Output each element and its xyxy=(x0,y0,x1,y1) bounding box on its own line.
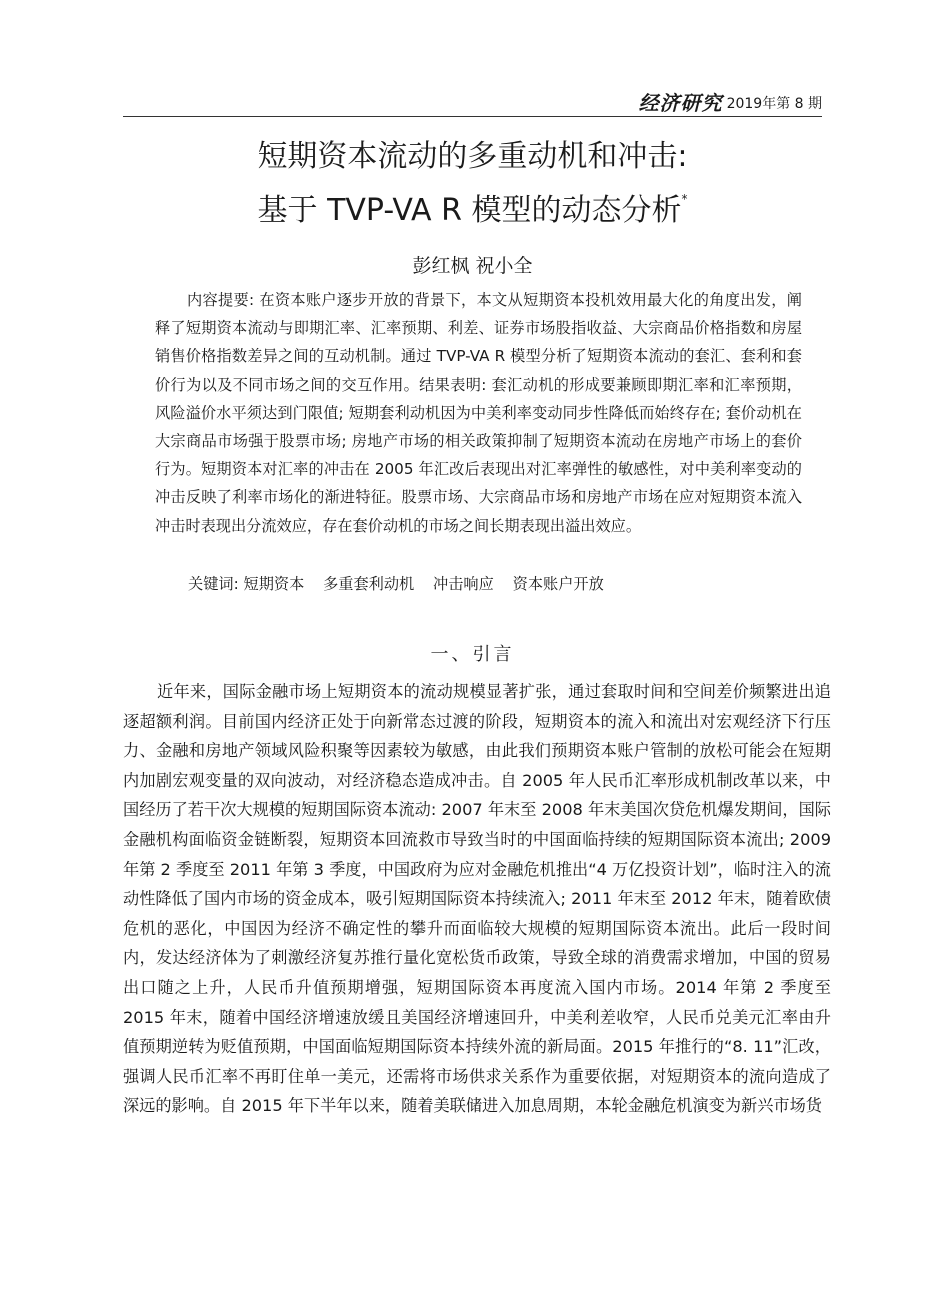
author-list: 彭红枫 祝小全 xyxy=(412,255,533,277)
introduction-paragraph: 近年来，国际金融市场上短期资本的流动规模显著扩张，通过套取时间和空间差价频繁进出追逐超额利润。目前国内经济正处于向新常态过渡的阶段，短期资本的流入和流出对宏观经济下行压力、金融和房地产领域风险积聚等因素较为敏感，由此我们预期资本账户管制的放松可能会在短期内加剧宏观变量的双向波动，对经济稳态造成冲击。自 2005 年人民币汇率形成机制改革以来，中国经历了若干次大规模的短期国际资本流动: 2007 年末至 2008 年末美国次贷危机爆发期间，国际金融机构面临资金链断裂，短期资本回流救市导致当时的中国面临持续的短期国际资本流出; 2009 年第 2 季度至 2011 年第 3 季度，中国政府为应对金融危机推出“4 万亿投资计划”，临时注入的流动性降低了国内市场的资金成本，吸引短期国际资本持续流入; 2011 年末至 2012 年末，随着欧债危机的恶化，中国因为经济不确定性的攀升而面临较大规模的短期国际资本流出。此后一段时间内，发达经济体为了刺激经济复苏推行量化宽松货币政策，导致全球的消费需求增加，中国的贸易出口随之上升，人民币升值预期增强，短期国际资本再度流入国内市场。2014 年第 2 季度至 2015 年末，随着中国经济增速放缓且美国经济增速回升，中美利差收窄，人民币兑美元汇率由升值预期逆转为贬值预期，中国面临短期国际资本持续外流的新局面。2015 年推行的“8. 11”汇改，强调人民币汇率不再盯住单一美元，还需将市场供求关系作为重要依据，对短期资本的流向造成了深远的影响。自 2015 年下半年以来，随着美联储进入加息周期，本轮金融危机演变为新兴市场货 xyxy=(123,682,831,1116)
issue-number: 2019年第 8 期 xyxy=(726,96,822,112)
paper-title-line-1 xyxy=(123,135,822,179)
section-heading-introduction: 一、引言 xyxy=(430,644,515,665)
page-header xyxy=(123,88,822,117)
paper-title-line-2 xyxy=(123,183,822,233)
journal-logo: 经济研究 xyxy=(638,91,723,115)
keyword: 短期资本 xyxy=(243,575,305,593)
keyword: 冲击响应 xyxy=(433,575,494,593)
keyword: 多重套利动机 xyxy=(323,575,415,593)
keywords-label: 关键词: xyxy=(188,575,244,593)
keywords xyxy=(188,570,618,598)
abstract xyxy=(155,286,802,540)
abstract-label: 内容提要: xyxy=(187,291,260,309)
title-line-2-text: 基于 TVP-VA R 模型的动态分析 xyxy=(257,193,682,228)
title-line-1-text: 短期资本流动的多重动机和冲击: xyxy=(257,139,688,174)
title-footnote-mark: * xyxy=(681,192,688,206)
keyword: 资本账户开放 xyxy=(512,575,604,593)
abstract-text: 在资本账户逐步开放的背景下，本文从短期资本投机效用最大化的角度出发，阐释了短期资本流动与即期汇率、汇率预期、利差、证券市场股指收益、大宗商品价格指数和房屋销售价格指数差异之间的互动机制。通过 TVP-VA R 模型分析了短期资本流动的套汇、套利和套价行为以及不同市场之间的交互作用。结果表明: 套汇动机的形成要兼顾即期汇率和汇率预期，风险溢价水平须达到门限值; 短期套利动机因为中美利率变动同步性降低而始终存在; 套价动机在大宗商品市场强于股票市场; 房地产市场的相关政策抑制了短期资本流动在房地产市场上的套价行为。短期资本对汇率的冲击在 2005 年汇改后表现出对汇率弹性的敏感性，对中美利率变动的冲击反映了利率市场化的渐进特征。股票市场、大宗商品市场和房地产市场在应对短期资本流入冲击时表现出分流效应，存在套价动机的市场之间长期表现出溢出效应。 xyxy=(155,291,802,535)
